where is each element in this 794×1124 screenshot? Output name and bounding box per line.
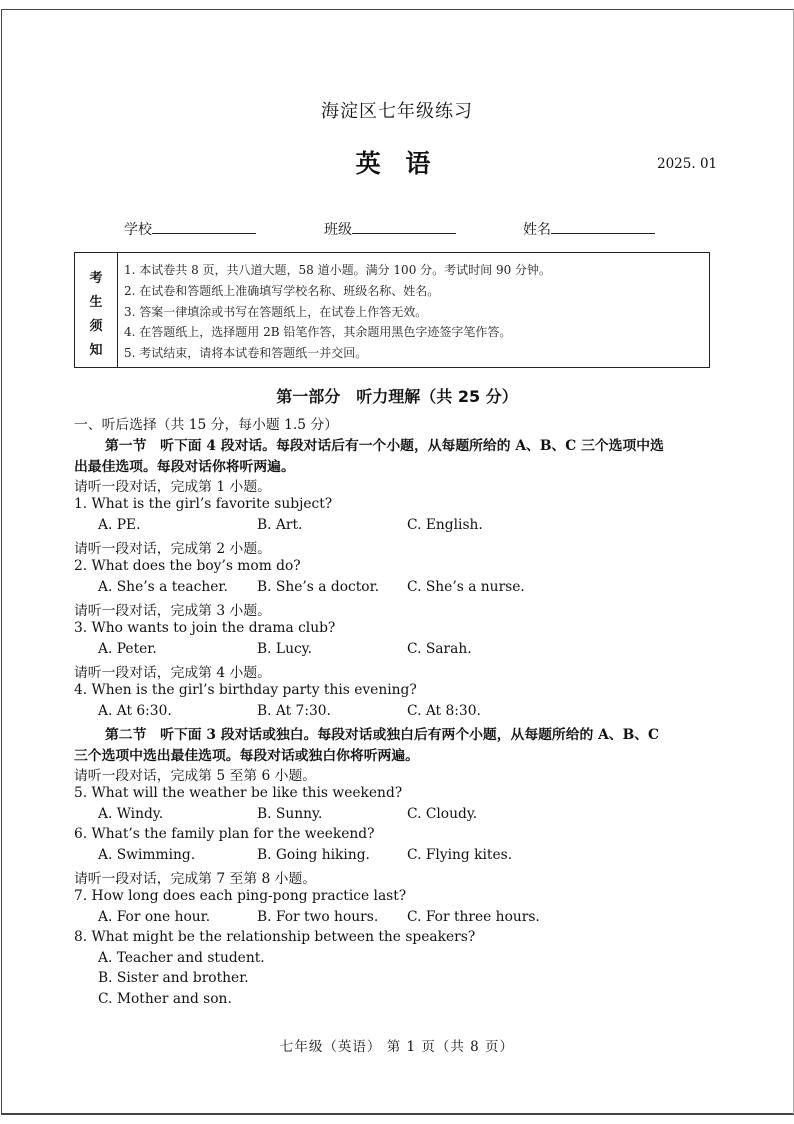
question-7: 7. How long does each ping-pong practice last? [74,888,407,904]
section-heading: 一、听后选择（共 15 分，每小题 1.5 分） [74,417,338,433]
listen-prompt: 请听一段对话，完成第 2 小题。 [74,541,271,557]
q1-option-c: C. English. [407,517,483,533]
notice-item: 1. 本试卷共 8 页，共八道大题，58 道小题。满分 100 分。考试时间 90 分钟。 [124,263,552,277]
part-one-title: 第一部分 听力理解（共 25 分） [276,387,518,406]
listen-prompt: 请听一段对话，完成第 7 至第 8 小题。 [74,871,317,887]
q7-option-c: C. For three hours. [407,909,540,925]
q3-option-a: A. Peter. [98,641,157,657]
section2-instruction-line2: 三个选项中选出最佳选项。每段对话或独白你将听两遍。 [74,748,419,764]
q4-option-c: C. At 8:30. [407,703,481,719]
q1-option-b: B. Art. [257,517,303,533]
q7-option-b: B. For two hours. [257,909,379,925]
notice-side-char: 知 [89,343,103,358]
question-8: 8. What might be the relationship between the speakers? [74,929,476,945]
q4-option-b: B. At 7:30. [257,703,331,719]
notice-item: 4. 在答题纸上，选择题用 2B 铅笔作答，其余题用黑色字迹签字笔作答。 [124,325,512,340]
q8-option-c: C. Mother and son. [98,991,232,1007]
question-5: 5. What will the weather be like this weekend? [74,785,403,801]
question-1: 1. What is the girl’s favorite subject? [74,496,333,512]
notice-item: 3. 答案一律填涂或书写在答题纸上，在试卷上作答无效。 [124,304,428,319]
class-field [324,219,456,239]
subject-title: 英 语 [355,149,439,178]
notice-item: 2. 在试卷和答题纸上准确填写学校名称、班级名称、姓名。 [124,283,440,298]
notice-side-char: 生 [89,295,103,310]
q3-option-b: B. Lucy. [257,641,313,657]
question-2: 2. What does the boy’s mom do? [74,558,301,574]
q2-option-c: C. She’s a nurse. [407,579,525,595]
exam-region-title: 海淀区七年级练习 [321,101,473,122]
q8-option-a: A. Teacher and student. [98,950,265,966]
notice-side-char: 须 [89,319,103,334]
listen-prompt: 请听一段对话，完成第 3 小题。 [74,603,271,619]
q4-option-a: A. At 6:30. [98,703,172,719]
class-blank [352,219,456,234]
notice-item: 5. 考试结束，请将本试卷和答题纸一并交回。 [124,346,368,361]
q3-option-c: C. Sarah. [407,641,472,657]
school-field [124,219,256,239]
q2-option-b: B. She’s a doctor. [257,579,380,595]
notice-side-char: 考 [89,271,103,286]
q6-option-c: C. Flying kites. [407,847,513,863]
q2-option-a: A. She’s a teacher. [98,579,228,595]
section1-instruction-line2: 出最佳选项。每段对话你将听两遍。 [74,459,295,475]
q5-option-c: C. Cloudy. [407,806,478,822]
q5-option-a: A. Windy. [98,806,164,822]
notice-side-label [75,253,118,367]
question-3: 3. Who wants to join the drama club? [74,620,336,636]
listen-prompt: 请听一段对话，完成第 1 小题。 [74,479,271,495]
q6-option-a: A. Swimming. [98,847,196,863]
school-blank [152,219,256,234]
q6-option-b: B. Going hiking. [257,847,370,863]
listen-prompt: 请听一段对话，完成第 5 至第 6 小题。 [74,768,317,784]
q8-option-b: B. Sister and brother. [98,970,249,986]
question-6: 6. What’s the family plan for the weekend? [74,826,375,842]
question-4: 4. When is the girl’s birthday party this evening? [74,682,417,698]
section2-instruction-line1: 第二节 听下面 3 段对话或独白。每段对话或独白后有两个小题，从每题所给的 A、B、C [105,727,660,743]
section1-instruction-line1: 第一节 听下面 4 段对话。每段对话后有一个小题，从每题所给的 A、B、C 三个选项中选 [105,438,664,454]
exam-notice-box [74,252,710,368]
q5-option-b: B. Sunny. [257,806,323,822]
exam-date: 2025. 01 [657,156,718,172]
page-footer: 七年级（英语） 第 1 页（共 8 页） [279,1039,515,1055]
listen-prompt: 请听一段对话，完成第 4 小题。 [74,665,271,681]
class-label: 班级 [324,222,352,238]
name-label: 姓名 [523,222,551,238]
name-blank [551,219,655,234]
q1-option-a: A. PE. [98,517,141,533]
q7-option-a: A. For one hour. [98,909,211,925]
notice-list [124,260,551,364]
name-field [523,219,655,239]
school-label: 学校 [124,222,152,238]
